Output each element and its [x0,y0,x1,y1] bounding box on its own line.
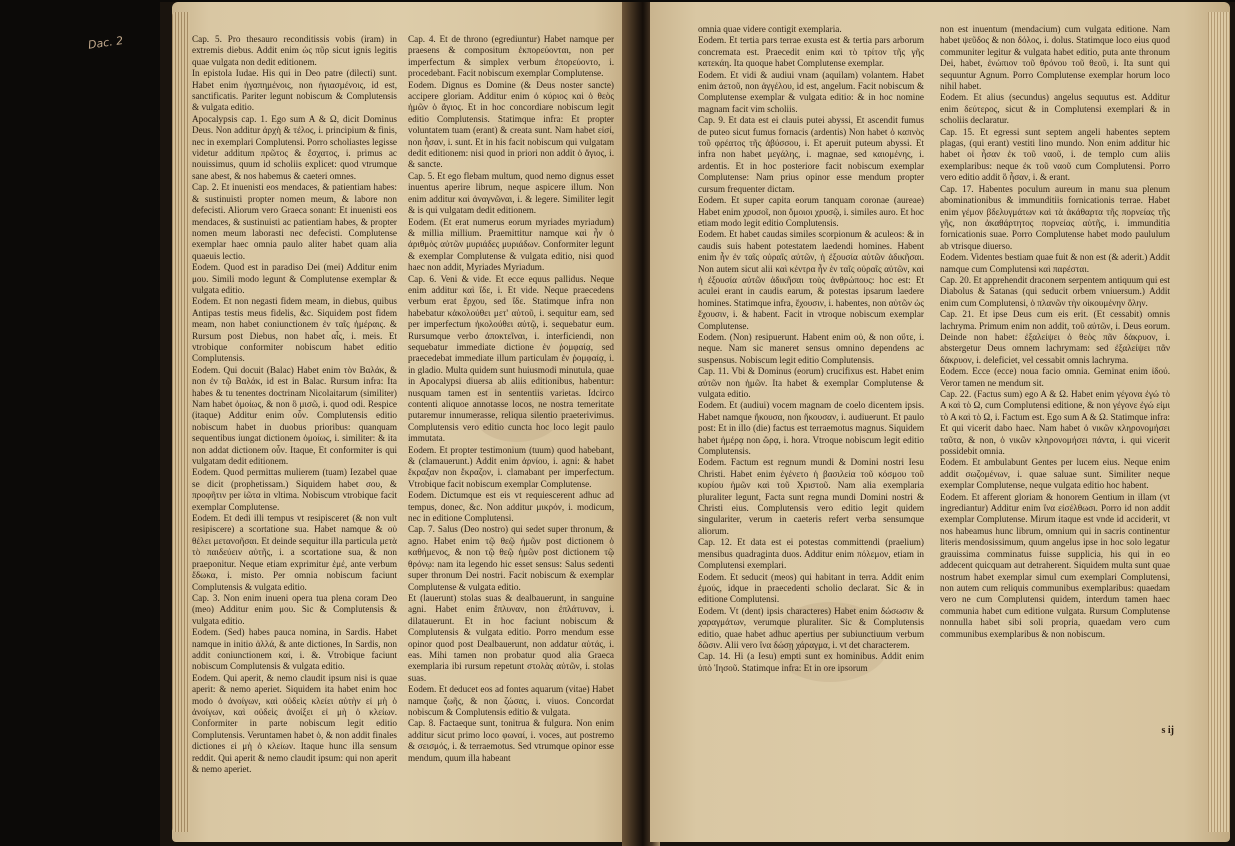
paragraph: Cap. 6. Veni & vide. Et ecce equus pallidus. Neque enim additur καὶ ἴδε, i. Et vide. Neque praecedens verbum erat ἔρχου, sed ἴδε. Statimque infra non habebatur κἀκολούθει μετ' αὐτοῦ, i. sequitur eam, sed per imperfectum ἠκολούθει αὐτῷ, i. sequebatur eum. Rursumque verbo ἀποκτεῖναι, i. interficiendi, non sequebatur immediate dictione ἐν ῥομφαίᾳ, sed praecedebat immediate illum particulam ἐν ῥομφαίᾳ, i. in gladio. Multa quidem sunt huiusmodi minutula, quae in Apocalypsi diuersa ab aliis editionibus, habentur: nusquam tamen est in sententiis varietas. Idcirco contenti aliquoe annotasse locos, ne nostra temeritate putaremur innumerasse, reliqua silentio praeterivimus. Complutensis vero editio cuncta hoc loco legit paulo immutata. [408,273,614,444]
paragraph: Cap. 11. Vbi & Dominus (eorum) crucifixus est. Habet enim αὐτῶν non ἡμῶν. Ita habet & exemplar Complutense & vulgata editio. [698,366,924,399]
right-column-1 [698,24,924,674]
paragraph: Eodem. Et deducet eos ad fontes aquarum (vitae) Habet namque ζωῆς, & non ζώσας, i. viuos. Concordat nobiscum & Complutensis editio & vulgata. [408,684,614,717]
paragraph: Eodem. Ecce (ecce) noua facio omnia. Geminat enim ἰδού. Veror tamen ne mendum sit. [940,366,1170,388]
page-number: s ij [1161,725,1174,736]
paragraph: Eodem. Et super capita eorum tanquam coronae (aureae) Habet enim χρυσοῖ, non ὅμοιοι χρυσῷ, i. similes auro. Et hoc etiam modo legit editio Complutensis. [698,195,924,228]
paragraph: Eodem. Et non negasti fidem meam, in diebus, quibus Antipas testis meus fidelis, &c. Siquidem post fidem meam, non habet coniunctionem ἐν ταῖς ἡμέραις. & Rursum post Diebus, non habet αἷς, i. meis. Et vtrobique conformiter nobiscum habet editio Complutensis. [192,296,397,364]
paragraph: Cap. 21. Et ipse Deus cum eis erit. (Et cessabit) omnis lachryma. Primum enim non addit, τοῦ αὐτῶν, i. Deus eorum. Deinde non habet: ἐξαλείψει ὁ θεὸς πᾶν δάκρυον, i. abstergetur Deus omnem lachrymam: sed ἐξαλείψει πᾶν δάκρυον, i. deleficiet, vel cessabit omnis lachryma. [940,309,1170,365]
handwritten-margin-note: Dac. 2 [87,33,124,52]
paragraph: Cap. 12. Et data est ei potestas committendi (praelium) mensibus quadraginta duos. Additur enim πόλεμον, etiam in Complutensi exemplari. [698,537,924,571]
left-page [172,2,630,842]
paragraph: omnia quae videre contigit exemplaria. [698,24,842,34]
paragraph: Apocalypsis cap. 1. Ego sum A & Ω, dicit Dominus Deus. Non additur ἀρχὴ & τέλος, i. principium & finis, nec in exemplari Complutensi. Porro scholiastes legisse videtur additum πρῶτος & ἔσχατος, i. primus ac nouissimus, quum id scholiis explicet: quod vtrumque sane abest, & nos habemus & caeteri omnes. [192,113,397,181]
paragraph: Cap. 9. Et data est ei clauis putei abyssi, Et ascendit fumus de puteo sicut fumus fornacis (ardentis) Non habet ὁ καπνὸς τοῦ φρέατος τῆς ἀβύσσου, i. Et aperuit puteum abyssi. Et infra non habet μεγάλης, i. magnae, sed καιομένης, i. ardentis. Et in hoc posteriore facit nobiscum exemplar Complutense: Nam prius opinor esse mendum propter cursum frequenter dictam. [698,115,924,194]
paragraph: Cap. 2. Et inuenisti eos mendaces, & patientiam habes: & sustinuisti propter nomen meum, & labore non defecisti. Aliorum vero Graeca sonant: Et inuenisti eos mendaces, & sustinuisti ac patientiam habes, & propter nomen meum laborasti nec defecisti. Complutense exemplar haec omnia paulo aliter habet quam alia quaeuis lectio. [192,182,397,261]
paragraph: Cap. 5. Pro thesauro reconditissis vobis (iram) in extremis diebus. Addit enim ὡς πῦρ sicut ignis legitis quae vulgata non dedit editionem. [192,34,397,67]
paragraph: In epistola Iudae. His qui in Deo patre (dilecti) sunt. Habet enim ἡγαπημένοις, non ἡγιασμένοις, id est, sanctificatis. Pariter legunt nobiscum & Complutensis & vulgata editio. [192,68,397,113]
paragraph: Cap. 8. Factaeque sunt, tonitrua & fulgura. Non enim additur sicut primo loco φωναί, i. voces, aut postremo & σεισμός, i. & terraemotus. Sed vtrumque opinor esse mendum, quum illa habeant [408,718,614,763]
paragraph: Cap. 7. Salus (Deo nostro) qui sedet super thronum, & agno. Habet enim τῷ θεῷ ἡμῶν post dictionem ὁ καθήμενος, & non τῷ θεῷ ἡμῶν post dictionem τῷ θρόνῳ: nam ita legendo hic esset sensus: Salus sedenti super thronum Dei nostri. Facit nobiscum & exemplar Complutense & vulgata editio. [408,524,614,592]
paragraph: Cap. 17. Habentes poculum aureum in manu sua plenum abominationibus & immunditiis fornicationis terrae. Habet enim γέμον βδελυγμάτων καὶ τὰ ἀκάθαρτα τῆς πορνείας τῆς γῆς, non ἀκαθάρτητος πορνείας αὐτῆς, i. immunditia fornicationis suae. Porro Complutense habet modo paululum ab vtrisque diuerso. [940,183,1170,251]
paragraph: Cap. 22. (Factus sum) ego A & Ω. Habet enim γέγονα ἐγώ τὸ Α καὶ τὸ Ω, cum Complutensi editione, & non γέγονε ἐγώ εἰμι τὸ Α καὶ τὸ Ω, i. Factum est. Ego sum A & Ω. Statimque infra: Et qui vicerit dabo haec. Nam habet ὁ νικῶν κληρονομήσει ταῦτα, & non, ὁ νικῶν κληρονομήσει πάντα, i. qui vicerit possidebit omnia. [940,389,1170,457]
paragraph: Eodem. (Et erat numerus eorum myriades myriadum) & millia millium. Praemittitur namque καὶ ἦν ὁ ἀριθμὸς αὐτῶν μυριάδες μυριάδων. Conformiter legunt & exemplar Complutense & vulgata editio, nisi quod haec non addit, Myriades Myriadum. [408,216,614,273]
paragraph: Eodem. Et propter testimonium (tuum) quod habebant, & (clamauerunt.) Addit enim ἀρνίου, i. agni: & habet ἔκραξαν non ἔκραζον, i. clamabant per imperfectum. Vtrobique facit nobiscum exemplar Complutense. [408,444,614,489]
paragraph: Eodem. (Non) resipuerunt. Habent enim οὐ, & non οὔτε, i. neque. Nam sic maneret sensus omnino dependens ac suspensus. Nobiscum legit editio Complutensis. [698,331,924,365]
paragraph: Cap. 14. Hi (a Iesu) empti sunt ex hominibus. Addit enim ὑπὸ Ἰησοῦ. Statimque infra: Et in ore ipsorum [698,651,924,673]
paragraph: Eodem. Factum est regnum mundi & Domini nostri Iesu Christi. Habet enim ἐγένετο ἡ βασιλεία τοῦ κόσμου τοῦ κυρίου ἡμῶν καὶ τοῦ Χριστοῦ. Nam alia exemplaria pluraliter legunt, Facta sunt regna mundi Domini nostri & Christi eius. Complutensis vero editio legit quidem singulariter, verum in caeteris refert verba sensumque aliorum. [698,457,924,536]
left-column-1 [192,34,397,775]
paragraph: Eodem. Dignus es Domine (& Deus noster sancte) accipere gloriam. Additur enim ὁ κύριος καὶ ὁ θεὸς ἡμῶν ὁ ἅγιος. Et in hoc concordiare nobiscum legit editio Complutensis. Statimque infra: Et propter voluntatem tuam (erant) & creata sunt. Nam habet εἰσί, non ἦσαν, i. sunt. Et in his facit nobiscum qui vulgatam dedit editionem: nisi quod in priori non addit ὁ ἅγιος, i. & sancte. [408,79,614,170]
paragraph: Eodem. Qui aperit, & nemo claudit ipsum nisi is quae aperit: & nemo aperiet. Siquidem ita habet enim hoc modo ὁ ἀνοίγων, καὶ οὐδεὶς κλείει αὐτὴν εἰ μὴ ὁ ἀνοίγων, καὶ οὐδεὶς ἀνοίξει εἰ μὴ ὁ κλείων. Conformiter in parte nobiscum legit editio Complutensis. Veruntamen habet ὁ, & non addit finales dictiones εἰ μὴ ὁ κλείων. Itaque hunc illa sensum reddit. Qui aperit & nemo claudit ipsum: qui non aperit & nemo aperiet. [192,672,397,774]
paragraph: Cap. 20. Et apprehendit draconem serpentem antiquum qui est Diabolus & Satanas (qui seducit orbem vniuersum.) Addit enim cum Complutensi, ὁ πλανῶν τὴν οἰκουμένην ὅλην. [940,274,1170,308]
paragraph: Cap. 4. Et de throno (egrediuntur) Habet namque per praesens & compositum ἐκπορεύονται, non per imperfectum & simplex verbum ἐπορεύοντο, i. procedebant. Facit nobiscum exemplar Complutense. [408,34,614,79]
right-column-2 [940,24,1170,640]
paragraph: Eodem. Et seducit (meos) qui habitant in terra. Addit enim ἐμούς, idque in praecedenti scholio declarat. Sic & in editione Complutensi. [698,571,924,605]
paragraph: Et (lauerunt) stolas suas & dealbauerunt, in sanguine agni. Habet enim ἔπλυναν, non ἐπλάτυναν, i. dilatauerunt. Et in hoc faciunt nobiscum & Complutensis & vulgata editio. Porro mendum esse opinor quod post Dealbauerunt, non addatur αὐτάς, i. eas. Mihi tamen non probatur quod alia Graeca exemplaria ibi rursum repetunt στολὰς αὐτῶν, i. stolas suas. [408,592,614,683]
paragraph: Eodem. Et habet caudas similes scorpionum & aculeos: & in caudis suis habent potestatem laedendi homines. Habent enim ἦν ἐν ταῖς οὐραῖς αὐτῶν, ἡ ἐξουσία αὐτῶν ἀδικῆσαι. Non autem sicut alii καὶ κέντρα ἦν ἐν ταῖς οὐραῖς αὐτῶν, καὶ ἡ ἐξουσία αὐτῶν ἀδικῆσαι τοὺς ἀνθρώπους: hoc est: Et aculei erant in caudis earum, & potestas ipsarum laedere homines. Statimque infra, ἔχουσιν, i. habentes, non αὐτῶν ὡς ἔχουσιν, i. & habent. Facit in vtroque nobiscum exemplar Complutense. [698,229,924,331]
open-book [160,2,1235,846]
paragraph: Eodem. Quod permittas mulierem (tuam) Iezabel quae se dicit (prophetissam.) Siquidem habet σου, & προφῆτιν per ἰῶτα in vltima. Nobiscum vtrobique facit exemplar Complutense. [192,467,397,512]
right-page [650,2,1230,842]
paragraph: Eodem. Dictumque est eis vt requiescerent adhuc ad tempus, donec, &c. Non additur μικρόν, i. modicum, nec in editione Complutensi. [408,490,614,524]
paragraph: Eodem. Videntes bestiam quae fuit & non est (& aderit.) Addit namque cum Complutensi καὶ παρέσται. [940,252,1170,274]
paragraph: Eodem. Et vidi & audiui vnam (aquilam) volantem. Habet enim ἀετοῦ, non ἀγγέλου, id est, angelum. Facit nobiscum & Complutense exemplar & vulgata editio: & in hoc nomine magnam facit vim scholiis. [698,69,924,114]
paragraph: Eodem. (Sed) habes pauca nomina, in Sardis. Habet namque in initio ἀλλά, & ante dictiones, In Sardis, non addit coniunctionem καί, i. &. Vtrobique faciunt nobiscum Complutensis & vulgata editio. [192,627,397,672]
left-column-2 [408,34,614,764]
paragraph: Cap. 3. Non enim inueni opera tua plena coram Deo (meo) Additur enim μου. Sic & Complutensis & vulgata editio. [192,592,397,626]
paragraph: Eodem. Quod est in paradiso Dei (mei) Additur enim μου. Simili modo legunt & Complutense exemplar & vulgata editio. [192,262,397,295]
paragraph: Eodem. Vt (dent) ipsis characteres) Habet enim δώσωσιν & χαραγμάτων, verumque pluraliter. Sic & Complutensis editio, quae habet adhuc apertius per subiunctiuum verbum δῶσιν. Alii vero ἵνα δώσῃ χάραγμα, i. vt det characterem. [698,605,924,650]
right-page-edges [1208,12,1230,832]
paragraph: Eodem. Et ambulabunt Gentes per lucem eius. Neque enim addit σωζομένων, i. quae saluae sunt. Similiter neque exemplar Complutense, neque vulgata editio hoc habent. [940,457,1170,491]
paragraph: Cap. 15. Et egressi sunt septem angeli habentes septem plagas, (qui erant) vestiti lino mundo. Non enim additur hic habet οἱ ἦσαν ἐκ τοῦ ναοῦ, i. de templo cum aliis exemplaribus: neque ἐκ τοῦ ναοῦ cum Complutensi. Porro vero editio addit ὃ ἦσαν, i. & erant. [940,126,1170,183]
paragraph: Eodem. Et afferent gloriam & honorem Gentium in illam (vt ingrediantur) Additur enim ἵνα εἰσέλθωσι. Porro id non addit exemplar Complutense. Mirum itaque est vnde id acciderit, vt nos habeamus hunc librum, omnium qui in sacris continentur literis mendosissimum, quum angelus ipse in hoc solo legatur grauissima comminatus fuisse supplicia, his qui in eo addecent quicquam aut detraherent. Siquidem multa sunt quae nostrum habet exemplar simul cum exemplari Complutensi, non autem cum reliquis communibus exemplaribus: quaedam vero ne cum Complutensi quidem, interdum tamen haec communia habet cum editione vulgata. Rursum Complutense nonnulla habet sibi soli propria, quaedam vero cum communibus exemplaribus & non nobiscum. [940,491,1170,639]
paragraph: Eodem. Qui docuit (Balac) Habet enim τὸν Βαλάκ, & non ἐν τῷ Βαλάκ, id est in Balac. Rursum infra: Ita habes & tu tenentes doctrinam Nicolaitarum (similiter) Nam habet ὁμοίως, & non ὃ μισῶ, i. quod odi. Respice (itaque) Additur enim οὖν. Complutensis editio nobiscum habet in duobus prioribus: quanquam sequentibus iungat dictionem ὁμοίως, i. similiter: & ita non addat dictionem οὖν. Itaque, Et conformiter is qui vulgatam dedit editionem. [192,364,397,467]
paragraph: Eodem. Et alius (secundus) angelus sequutus est. Additur enim δεύτερος, sicut & in Complutensi exemplari & in scholiis declaratur. [940,92,1170,126]
paragraph: Eodem. Et tertia pars terrae exusta est & tertia pars arborum concremata est. Praecedit enim καὶ τὸ τρίτον τῆς γῆς κατεκάη. Ita quoque habet Complutense exemplar. [698,35,924,69]
paragraph: Cap. 5. Et ego flebam multum, quod nemo dignus esset inuentus aperire librum, neque aspicere illum. Non enim additur καὶ ἀναγνῶναι, i. & legere. Similiter legit & is qui vulgatam dedit editionem. [408,170,614,216]
left-page-edges [172,12,190,832]
paragraph: Eodem. Et (audiui) vocem magnam de coelo dicentem ipsis. Habet namque ἤκουσα, non ἤκουσαν, i. audiuerunt. Et paulo post: Et in illo (die) factus est terraemotus magnus. Siquidem habet ἡμέρᾳ non ὥρᾳ, i. hora. Vtroque nobiscum legit editio Complutensis. [698,400,924,457]
paragraph: Eodem. Et dedi illi tempus vt resipisceret (& non vult resipiscere) a scortatione sua. Habet namque & οὐ θέλει μετανοῆσαι. Et deinde sequitur illa particula μετὰ τὸ παιδεύειν αὐτῆς, i. a scortatione sua, & non praeponitur. Neque etiam exprimitur ἐμέ, ante verbum ἔδωκα, i. misto. Per omnia nobiscum faciunt Complutensis & vulgata editio. [192,513,397,592]
paragraph: non est inuentum (mendacium) cum vulgata editione. Nam habet ψεῦδος & non δόλος, i. dolus. Statimque loco eius quod communiter legitur & vulgata habet editio, puta ante thronum Dei, habet, ἐνώπιον τοῦ θρόνου τοῦ θεοῦ, i. Ita sunt qui sequuntur Agnum. Porro Complutense exemplar horum loco nihil habet. [940,24,1170,92]
